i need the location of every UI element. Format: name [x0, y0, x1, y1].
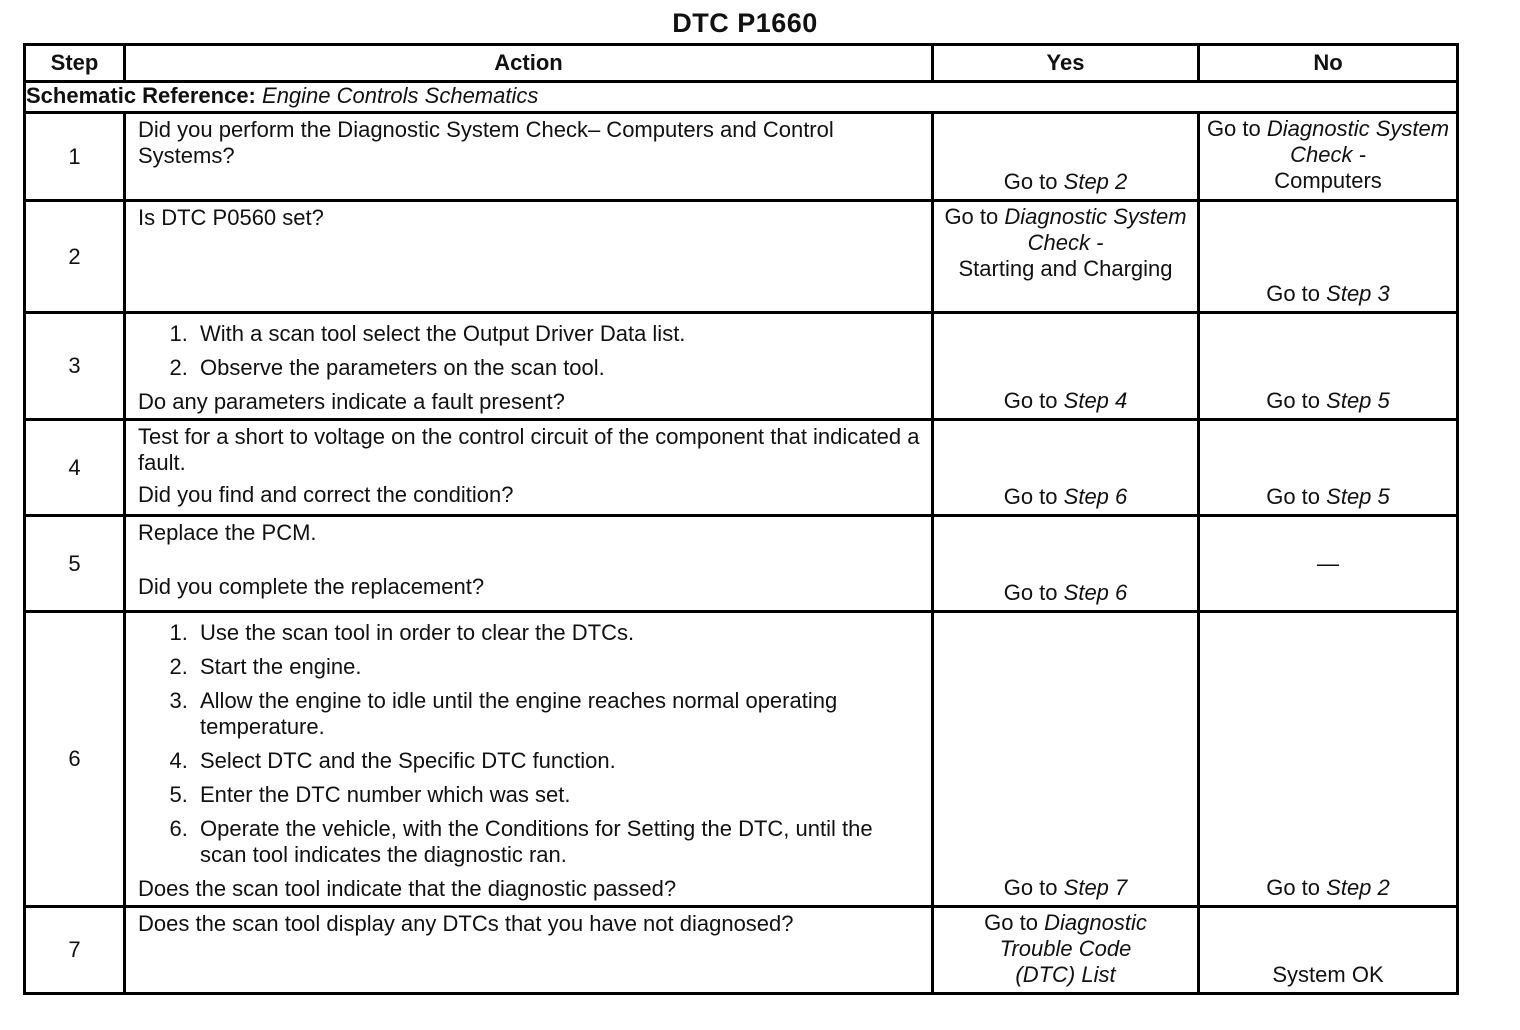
yes-link[interactable]: Diagnostic Trouble Code (DTC) List [999, 910, 1147, 987]
diagnostic-table [23, 43, 1459, 995]
yes-cell [933, 201, 1199, 313]
action-cell [125, 907, 933, 994]
action-cell [125, 313, 933, 420]
list-item: 2. Observe the parameters on the scan tool. [194, 355, 923, 381]
action-text: Is DTC P0560 set? [138, 205, 324, 230]
go-to-text: Go to [1003, 169, 1058, 194]
no-link[interactable]: Step 3 [1326, 281, 1390, 306]
yes-cell [933, 907, 1199, 994]
step-number: 3 [25, 313, 125, 420]
yes-cell [933, 113, 1199, 201]
header-yes: Yes [933, 45, 1199, 82]
schematic-link[interactable]: Engine Controls Schematics [262, 83, 539, 108]
no-link[interactable]: Step 5 [1326, 388, 1390, 413]
go-to-text: Go to [1266, 388, 1321, 413]
list-item: 2. Start the engine. [194, 654, 923, 680]
go-to-text: Go to [1266, 875, 1321, 900]
no-link-rest: Computers [1274, 168, 1382, 193]
table-row [25, 612, 1458, 907]
page-title: DTC P1660 [672, 8, 818, 38]
yes-link[interactable]: Step 6 [1063, 580, 1128, 605]
list-item: 1. Use the scan tool in order to clear the DTCs. [194, 620, 923, 646]
yes-link[interactable]: Step 4 [1063, 388, 1128, 413]
go-to-text: Go to [1003, 484, 1058, 509]
table-row [25, 113, 1458, 201]
action-text: Test for a short to voltage on the control circuit of the component that indicated a fault. [138, 424, 920, 475]
go-to-text: Go to [1206, 116, 1261, 141]
go-to-text: Go to [984, 910, 1038, 935]
table-row [25, 907, 1458, 994]
table-row [25, 201, 1458, 313]
yes-link[interactable]: Diagnostic System Check - [1004, 204, 1187, 255]
yes-cell [933, 420, 1199, 516]
no-cell [1199, 612, 1458, 907]
step-number: 5 [25, 516, 125, 612]
action-cell [125, 201, 933, 313]
action-question: Did you find and correct the condition? [138, 482, 514, 507]
no-cell: — [1199, 516, 1458, 612]
table-row [25, 420, 1458, 516]
yes-cell [933, 313, 1199, 420]
list-item: 3. Allow the engine to idle until the engine reaches normal operating temperature. [194, 688, 923, 740]
action-question: Do any parameters indicate a fault present? [138, 389, 565, 414]
action-text: Replace the PCM. [138, 520, 317, 545]
go-to-text: Go to [1003, 580, 1058, 605]
action-question: Does the scan tool indicate that the diagnostic passed? [138, 876, 677, 901]
step-number: 4 [25, 420, 125, 516]
header-no: No [1199, 45, 1458, 82]
go-to-text: Go to [1003, 875, 1058, 900]
action-text: Did you perform the Diagnostic System Check– Computers and Control Systems? [138, 117, 834, 168]
list-item: 4. Select DTC and the Specific DTC function. [194, 748, 923, 774]
yes-link[interactable]: Step 2 [1063, 169, 1128, 194]
go-to-text: Go to [1266, 281, 1321, 306]
step-number: 2 [25, 201, 125, 313]
action-cell [125, 612, 933, 907]
action-text: Does the scan tool display any DTCs that you have not diagnosed? [138, 911, 794, 936]
schematic-reference [25, 82, 1458, 113]
no-cell: System OK [1199, 907, 1458, 994]
list-item: 1. With a scan tool select the Output Driver Data list. [194, 321, 923, 347]
yes-cell [933, 516, 1199, 612]
list-item: 5. Enter the DTC number which was set. [194, 782, 923, 808]
step-number: 1 [25, 113, 125, 201]
yes-link-rest: Starting and Charging [958, 256, 1173, 281]
no-link[interactable]: Diagnostic System Check - [1266, 116, 1450, 167]
header-action: Action [125, 45, 933, 82]
spacer [138, 546, 923, 568]
schematic-label: Schematic Reference: [26, 83, 256, 108]
no-link[interactable]: Step 5 [1326, 484, 1390, 509]
action-cell [125, 113, 933, 201]
yes-link[interactable]: Step 7 [1063, 875, 1128, 900]
go-to-text: Go to [1266, 484, 1321, 509]
table-row [25, 516, 1458, 612]
no-cell [1199, 313, 1458, 420]
schematic-row [25, 82, 1458, 113]
go-to-text: Go to [1003, 388, 1058, 413]
yes-cell [933, 612, 1199, 907]
header-row [25, 45, 1458, 82]
table-row [25, 313, 1458, 420]
action-list [138, 321, 923, 381]
no-cell [1199, 420, 1458, 516]
action-list [138, 620, 923, 868]
go-to-text: Go to [944, 204, 999, 229]
action-question: Did you complete the replacement? [138, 574, 485, 599]
list-item: 6. Operate the vehicle, with the Conditions for Setting the DTC, until the scan tool indicates the diagnostic ran. [194, 816, 923, 868]
yes-link[interactable]: Step 6 [1063, 484, 1128, 509]
step-number: 7 [25, 907, 125, 994]
step-number: 6 [25, 612, 125, 907]
no-link[interactable]: Step 2 [1326, 875, 1390, 900]
action-cell [125, 420, 933, 516]
action-cell [125, 516, 933, 612]
no-cell [1199, 201, 1458, 313]
no-cell [1199, 113, 1458, 201]
header-step: Step [25, 45, 125, 82]
